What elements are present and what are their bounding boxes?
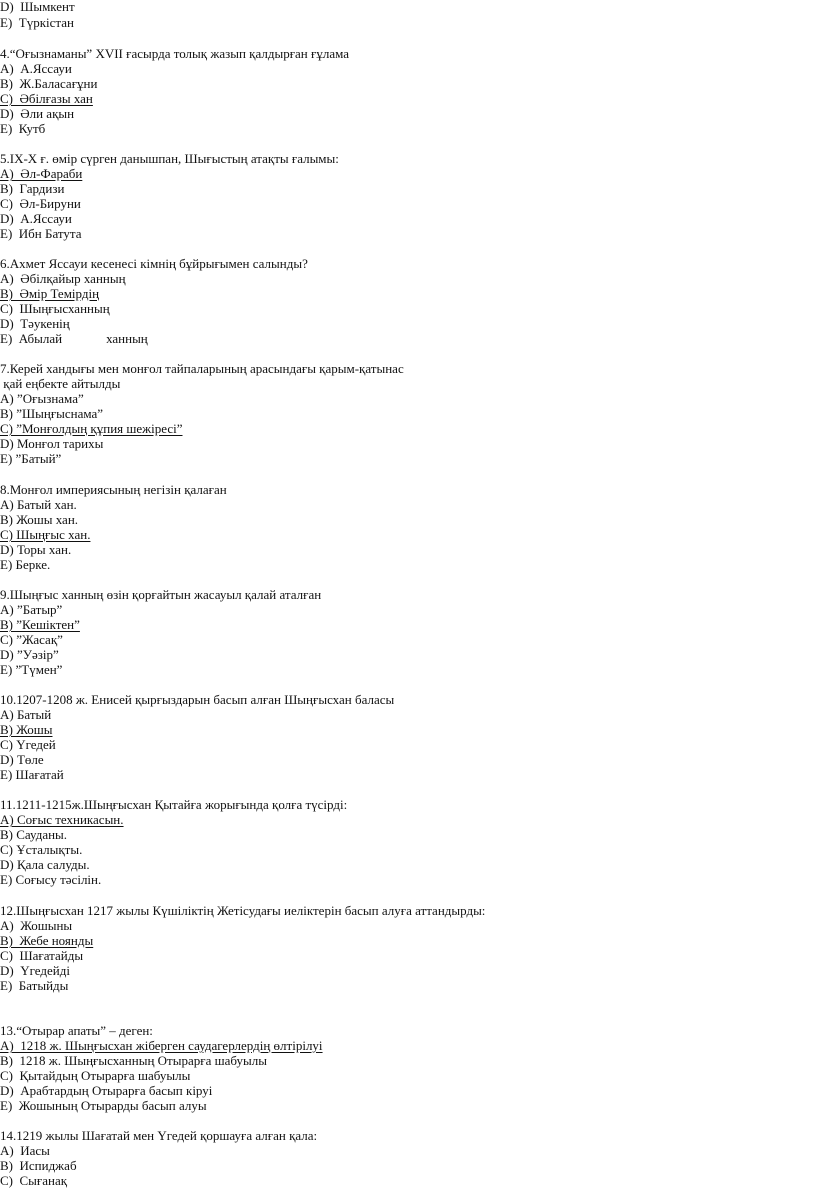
question-13: 13.“Отырар апаты” – деген: — [0, 1023, 153, 1038]
option-c: С) Шыңғысханның — [0, 301, 110, 316]
option-e: Е) Батыйды — [0, 978, 69, 993]
option-a: А) Әбілқайыр ханның — [0, 271, 126, 286]
option-e: Е) Кутб — [0, 121, 46, 136]
option-e: Е) Жошының Отырарды басып алуы — [0, 1098, 207, 1113]
option-e: Е) ”Түмен” — [0, 662, 63, 677]
option-c: С) Үгедей — [0, 737, 56, 752]
option-a-correct: А) Соғыс техникасын. — [0, 812, 124, 827]
option-b-correct: В) Жебе ноянды — [0, 933, 94, 948]
option-c-correct: С) Шыңғыс хан. — [0, 527, 91, 542]
option-b: В) Испиджаб — [0, 1158, 77, 1173]
option-a: А) Батый хан. — [0, 497, 77, 512]
question-7-cont: қай еңбекте айтылды — [0, 376, 121, 391]
option-b-correct: В) ”Кешіктен” — [0, 617, 80, 632]
option-d: D) Қала салуды. — [0, 857, 90, 872]
option-a: А) Батый — [0, 707, 52, 722]
question-5: 5.IХ-Х ғ. өмір сүрген данышпан, Шығыстың атақты ғалымы: — [0, 151, 339, 166]
option-c: С) Әл-Бируни — [0, 196, 81, 211]
option-d: D) Әли ақын — [0, 106, 75, 121]
option-a: А) ”Батыр” — [0, 602, 63, 617]
option-c: С) ”Жасақ” — [0, 632, 63, 647]
option-e-label: Е) Абылай — [0, 331, 63, 346]
option-b: В) Жошы хан. — [0, 512, 79, 527]
option-c: С) Сығанақ — [0, 1173, 68, 1188]
option-b: В) Гардизи — [0, 181, 65, 196]
question-14: 14.1219 жылы Шағатай мен Үгедей қоршауға алған қала: — [0, 1128, 318, 1143]
option-c: С) Қытайдың Отырарға шабуылы — [0, 1068, 191, 1083]
option-d: D) Үгедейді — [0, 963, 70, 978]
option-e: Е) Берке. — [0, 557, 51, 572]
option-e: E) Түркістан — [0, 15, 74, 30]
option-b-correct: В) Жошы — [0, 722, 53, 737]
option-b: В) ”Шыңғыснама” — [0, 406, 104, 421]
question-7: 7.Керей хандығы мен монғол тайпаларының арасындағы қарым-қатынас — [0, 361, 404, 376]
option-d: D) Торы хан. — [0, 542, 72, 557]
question-6: 6.Ахмет Яссауи кесенесі кімнің бұйрығымен салынды? — [0, 256, 308, 271]
option-a: А) Жошыны — [0, 918, 73, 933]
option-e: Е) Ибн Батута — [0, 226, 82, 241]
option-b: В) 1218 ж. Шыңғысханның Отырарға шабуылы — [0, 1053, 267, 1068]
option-e: Е) Шағатай — [0, 767, 64, 782]
option-d: D) Монғол тарихы — [0, 436, 104, 451]
question-11: 11.1211-1215ж.Шыңғысхан Қытайға жорығында қолға түсірді: — [0, 797, 348, 812]
option-a: А) Иасы — [0, 1143, 50, 1158]
option-a: А) А.Яссауи — [0, 61, 72, 76]
option-d: D) Тәукенің — [0, 316, 70, 331]
question-9: 9.Шыңғыс ханның өзін қорғайтын жасауыл қалай аталған — [0, 587, 322, 602]
question-10: 10.1207-1208 ж. Енисей қырғыздарын басып алған Шыңғысхан баласы — [0, 692, 395, 707]
option-c-correct: С) Әбілғазы хан — [0, 91, 93, 106]
question-4: 4.“Оғызнаманы” XVII ғасырда толық жазып қалдырған ғұлама — [0, 46, 350, 61]
option-d: D) ”Уәзір” — [0, 647, 59, 662]
option-d: D) Төле — [0, 752, 44, 767]
option-a-correct: А) Әл-Фараби — [0, 166, 83, 181]
option-a: А) ”Оғызнама” — [0, 391, 84, 406]
option-e-suffix: ханның — [106, 331, 148, 346]
option-b: В) Ж.Баласағұни — [0, 76, 98, 91]
option-e: Е) ”Батый” — [0, 451, 62, 466]
option-b: В) Сауданы. — [0, 827, 68, 842]
option-c: С) Ұсталықты. — [0, 842, 83, 857]
option-c-correct: С) ”Монғолдың құпия шежіресі” — [0, 421, 183, 436]
question-8: 8.Монғол империясының негізін қалаған — [0, 482, 227, 497]
option-a-correct: А) 1218 ж. Шыңғысхан жіберген саудагерлердің өлтірілуі — [0, 1038, 323, 1053]
question-12: 12.Шыңғысхан 1217 жылы Күшіліктің Жетісудағы иеліктерін басып алуға аттандырды: — [0, 903, 486, 918]
option-c: С) Шағатайды — [0, 948, 84, 963]
option-d: D) А.Яссауи — [0, 211, 72, 226]
option-d: D) Арабтардың Отырарға басып кіруі — [0, 1083, 213, 1098]
option-e: Е) Соғысу тәсілін. — [0, 872, 102, 887]
option-e — [0, 331, 148, 346]
option-b-correct: В) Әмір Темірдің — [0, 286, 100, 301]
option-d: D) Шымкент — [0, 0, 75, 14]
